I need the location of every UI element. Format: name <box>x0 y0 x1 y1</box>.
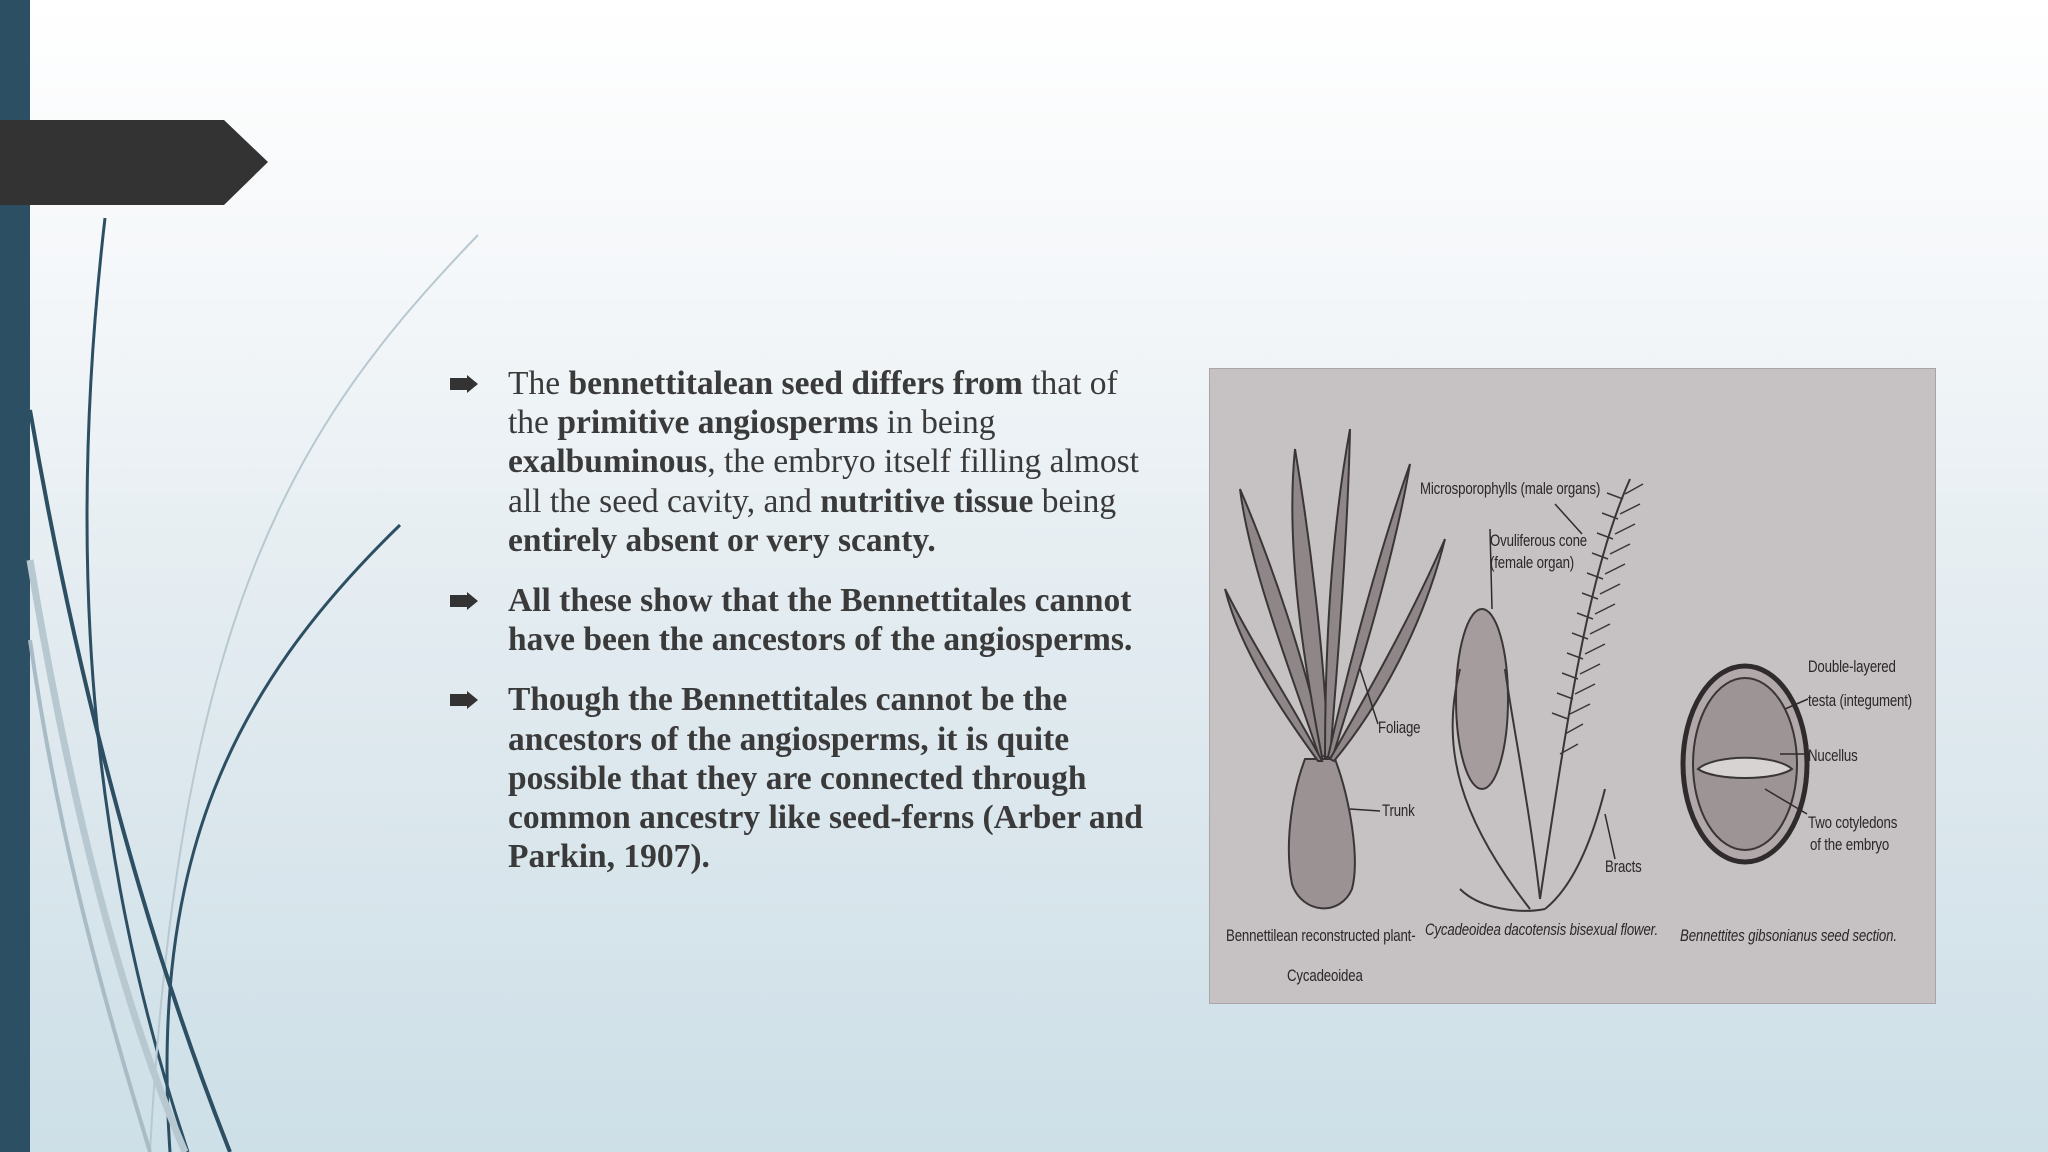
flower-pinnae <box>1552 484 1643 754</box>
figure-drawing <box>1210 369 1935 1003</box>
bullet-text-segment: All these show that the Bennettitales cannot have been the ancestors of the angiosperms. <box>508 582 1133 659</box>
seed-section <box>1683 666 1807 862</box>
plant-foliage <box>1225 429 1445 761</box>
caption-plant-name: Cycadeoidea <box>1287 966 1363 985</box>
bennettitales-figure <box>1209 368 1936 1004</box>
caption-plant: Bennettilean reconstructed plant- <box>1226 926 1416 945</box>
label-nucellus: Nucellus <box>1808 746 1858 765</box>
label-of-the-embryo: of the embryo <box>1810 835 1890 854</box>
label-trunk: Trunk <box>1382 801 1415 820</box>
label-foliage: Foliage <box>1378 718 1421 737</box>
bullet-text-segment: bennettitalean seed differs from <box>568 365 1023 402</box>
bullet-text-segment: primitive angiosperms <box>557 404 879 442</box>
bullet-text-segment: , the embryo itself filling almost all the seed cavity, and <box>508 443 1139 520</box>
bullet-item <box>450 581 1150 659</box>
label-ovuliferous-cone: Ovuliferous cone <box>1490 531 1588 550</box>
decorative-curves <box>0 0 520 1152</box>
caption-flower: Cycadeoidea dacotensis bisexual flower. <box>1425 920 1658 939</box>
bullet-item <box>450 680 1150 876</box>
arrow-bullet-icon <box>450 691 478 709</box>
bullet-text-segment: exalbuminous <box>508 443 708 481</box>
arrow-bullet-icon <box>450 592 478 610</box>
label-female-organ: (female organ) <box>1490 553 1575 572</box>
caption-seed: Bennettites gibsonianus seed section. <box>1680 926 1897 945</box>
label-bracts: Bracts <box>1605 857 1642 876</box>
label-two-cotyledons: Two cotyledons <box>1808 813 1898 832</box>
bullet-text-segment: The <box>508 365 569 402</box>
bullet-text-segment: entirely absent or very scanty. <box>508 521 936 559</box>
bullet-text-segment: Though the Bennettitales cannot be the ancestors of the angiosperms, it is quite possible that they are connected through common ancestry like seed-ferns (Arber and Parkin, 1907). <box>508 681 1143 876</box>
bullet-item <box>450 364 1150 560</box>
label-microsporophylls: Microsporophylls (male organs) <box>1420 479 1601 498</box>
bullet-text-segment: nutritive tissue <box>820 482 1034 520</box>
bullet-text-segment: in being <box>878 404 996 442</box>
arrow-bullet-icon <box>450 375 478 393</box>
label-double-layered: Double-layered <box>1808 657 1896 676</box>
plant-trunk <box>1289 759 1355 908</box>
label-testa: testa (integument) <box>1808 691 1913 710</box>
bullet-list <box>450 364 1150 897</box>
bullet-text-segment: being <box>1033 482 1117 520</box>
bullet-text-segment: that of the <box>508 365 1118 442</box>
